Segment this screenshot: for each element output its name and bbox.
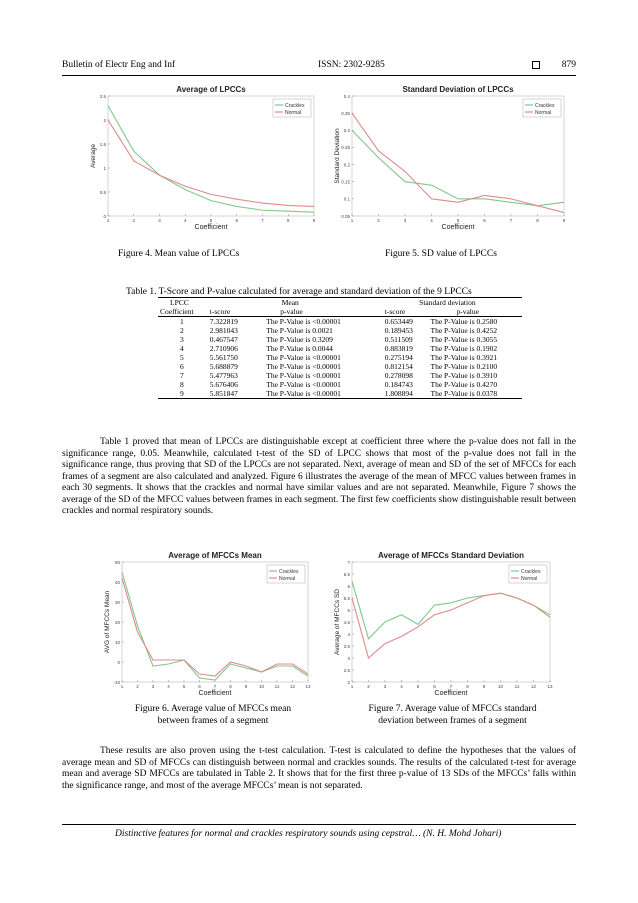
table-cell: The P-Value is 0.3055 [430, 335, 498, 344]
table-cell: The P-Value is 0.3209 [266, 335, 333, 344]
y-tick-label: 0.3 [343, 128, 350, 134]
x-tick-label: 9 [482, 684, 486, 689]
chart-body [104, 552, 311, 697]
y-tick-label: 0.1 [343, 196, 350, 202]
chart-body [334, 86, 566, 231]
y-tick-label: 7 [347, 559, 350, 565]
y-tick-label: 2.5 [343, 667, 350, 673]
table-cell: The P-Value is 0.4270 [430, 380, 498, 389]
x-tick-label: 9 [562, 218, 566, 223]
y-axis-label: Standard Deviation [334, 128, 341, 184]
y-tick-label: 10 [114, 639, 120, 645]
x-tick-label: 5 [182, 684, 186, 689]
x-tick-label: 6 [198, 684, 201, 689]
table-cell: 4 [180, 344, 184, 353]
y-tick-label: 30 [114, 599, 120, 605]
table-cell: 0.278098 [384, 371, 413, 380]
x-tick-label: 1 [350, 218, 354, 223]
y-tick-label: 0.35 [341, 110, 350, 116]
x-tick-label: 8 [536, 218, 539, 223]
header-rule [62, 75, 576, 76]
x-tick-label: 4 [430, 218, 433, 223]
table-cell: The P-Value is <0.00001 [266, 353, 341, 362]
table-cell: 3 [180, 335, 184, 344]
table-1-caption: Table 1. T-Score and P-value calculated for average and standard deviation of the 9 LPCCs [126, 287, 472, 297]
x-tick-label: 2 [367, 684, 370, 689]
table-cell: 0.275194 [384, 353, 413, 362]
y-tick-label: 2 [103, 117, 106, 123]
x-tick-label: 2 [132, 218, 136, 223]
table-row [158, 344, 522, 353]
x-tick-label: 3 [158, 218, 161, 223]
table-cell: 8 [180, 380, 184, 389]
figure-7-chart [330, 552, 556, 700]
y-tick-label: 0.25 [341, 145, 350, 151]
y-tick-label: 5 [347, 607, 350, 613]
chart-title: Standard Deviation of LPCCs [402, 86, 514, 94]
y-axis-label: AVG of MFCCs Mean [104, 590, 111, 654]
table-cell: 7 [180, 371, 184, 380]
table-cell: 0.467547 [209, 335, 238, 344]
table-cell: 2 [180, 326, 184, 335]
x-tick-label: 3 [151, 684, 155, 689]
col-group-sd: Standard deviation [373, 298, 522, 308]
figure-4-caption: Figure 4. Mean value of LPCCs [118, 249, 240, 259]
figure-7-caption-line1: Figure 7. Average value of MFCCs standard [368, 704, 537, 714]
y-tick-label: 0.5 [99, 189, 106, 195]
table-cell: The P-Value is <0.00001 [266, 380, 341, 389]
x-tick-label: 9 [312, 218, 316, 223]
running-footer: Distinctive features for normal and crackles respiratory sounds using cepstral… (N. H. Mohd Johari) [115, 829, 502, 839]
col-header: Coefficient [158, 307, 208, 317]
table-cell: The P-Value is <0.00001 [266, 371, 341, 380]
x-tick-label: 11 [514, 684, 520, 689]
y-tick-label: 2.5 [99, 93, 106, 99]
table-cell: 5.851847 [208, 389, 250, 399]
x-tick-label: 4 [167, 684, 170, 689]
x-tick-label: 10 [497, 684, 504, 689]
table-cell: 5 [180, 353, 184, 362]
y-axis-label: Average [90, 143, 97, 169]
legend-label: Crackles [279, 569, 299, 575]
table-row [158, 371, 522, 380]
x-tick-label: 1 [350, 684, 354, 689]
legend-label: Normal [285, 110, 302, 116]
table-cell: 5.676406 [209, 380, 238, 389]
x-tick-label: 5 [416, 684, 420, 689]
col-header: t-score [373, 307, 429, 317]
figure-6-chart [100, 552, 314, 700]
legend-label: Crackles [521, 569, 541, 575]
x-tick-label: 12 [530, 684, 537, 689]
y-tick-label: -10 [113, 679, 120, 685]
legend-label: Crackles [285, 103, 305, 109]
x-axis-label: Coefficient [198, 690, 232, 697]
y-tick-label: 1.5 [99, 141, 106, 147]
x-axis-label: Coefficient [434, 690, 468, 697]
x-tick-label: 7 [509, 218, 513, 223]
figure-6-caption [108, 703, 318, 727]
x-tick-label: 6 [433, 684, 436, 689]
col-group-lpcc: LPCC [158, 298, 208, 308]
paragraph-2: These results are also proven using the t-test calculation. T-test is calculated to define the hypotheses that the values of average mean and SD of MFCCs can distinguish between normal and crackles sounds. The results of the calculated t-test for average mean and average SD MFCCs are tabulated in Table 2. It shows that for the first three p-value of 13 SDs of the MFCCs’ falls within the significance range, and most of the average MFCCs’ mean is not separated. [62, 746, 576, 791]
y-tick-label: 50 [114, 559, 120, 565]
table-cell: The P-Value is 0.3910 [430, 371, 498, 380]
table-cell: 1.808894 [373, 389, 429, 399]
y-tick-label: 20 [114, 619, 120, 625]
y-tick-label: 4.5 [343, 619, 350, 625]
y-tick-label: 5.5 [343, 595, 350, 601]
legend-label: Normal [535, 110, 552, 116]
y-tick-label: 0.15 [341, 179, 350, 185]
x-tick-label: 8 [229, 684, 232, 689]
table-cell: 5.477963 [209, 371, 238, 380]
x-tick-label: 8 [286, 218, 290, 223]
table-cell: 0.184743 [384, 380, 413, 389]
y-tick-label: 6.5 [343, 571, 350, 577]
col-header: p-value [250, 307, 373, 317]
chart-body [90, 86, 316, 231]
table-row [158, 335, 522, 344]
x-tick-label: 5 [456, 218, 460, 223]
chart-title: Average of MFCCs Standard Deviation [378, 552, 524, 560]
table-cell: 0.653449 [384, 317, 413, 326]
legend-label: Normal [279, 576, 296, 582]
figure-5-caption: Figure 5. SD value of LPCCs [385, 249, 497, 259]
x-tick-label: 13 [305, 684, 311, 689]
x-tick-label: 4 [400, 684, 403, 689]
table-cell: The P-Value is 0.2580 [430, 317, 498, 326]
table-cell: 2.710906 [209, 344, 238, 353]
legend-label: Normal [521, 576, 538, 582]
table-cell: The P-Value is 0.0044 [266, 344, 333, 353]
figure-5-chart [330, 86, 570, 234]
table-row [158, 362, 522, 371]
chart-body [334, 552, 553, 697]
issn: ISSN: 2302-9285 [318, 60, 385, 70]
x-tick-label: 4 [183, 218, 187, 223]
table-cell: 0.511509 [384, 335, 413, 344]
figure-7-caption-line2: deviation between frames of a segment [378, 716, 527, 726]
y-tick-label: 0 [103, 213, 106, 219]
y-tick-label: 40 [114, 579, 120, 585]
x-tick-label: 1 [106, 218, 110, 223]
figure-6-caption-line1: Figure 6. Average value of MFCCs mean [134, 704, 292, 714]
footer-rule [62, 824, 576, 825]
table-cell: 5.561750 [209, 353, 238, 362]
y-tick-label: 4 [347, 631, 350, 637]
x-tick-label: 3 [383, 684, 387, 689]
table-row [158, 380, 522, 389]
figure-7 [330, 552, 556, 700]
y-tick-label: 1 [103, 165, 106, 171]
y-tick-label: 0.2 [343, 162, 350, 168]
figure-6-caption-line2: between frames of a segment [157, 716, 269, 726]
table-cell: The P-Value is <0.00001 [250, 389, 373, 399]
y-tick-label: 0.4 [343, 93, 350, 99]
x-tick-label: 2 [377, 218, 380, 223]
col-header: p-value [428, 307, 522, 317]
table-row [158, 389, 522, 399]
figure-7-caption [345, 703, 560, 727]
table-row [158, 317, 522, 327]
chart-title: Average of MFCCs Mean [168, 552, 262, 560]
paragraph-1: Table 1 proved that mean of LPCCs are distinguishable except at coefficient three where the p-value does not fall in the significance range, 0.05. Meanwhile, calculated t-test of the SD of LPCC shows that most of the p-value does not fall in the significance range, thus proving that SD of the LPCCs are not separated. Next, average of mean and SD of the set of MFCCs for each frames of a segment are also calculated and analyzed. Figure 6 illustrates the average of the mean of MFCC values between frames in each 30 segments. It shows that the crackles and normal have similar values and are not separated. Meanwhile, Figure 7 shows the average of the SD of the MFCC values between frames in each segment. The first few coefficients show distinguishable result between crackles and normal respiratory sounds. [62, 437, 576, 516]
table-cell: 0.883819 [384, 344, 413, 353]
x-tick-label: 9 [244, 684, 248, 689]
x-tick-label: 7 [261, 218, 264, 223]
figure-6 [100, 552, 314, 700]
page-number: 879 [561, 60, 576, 70]
x-tick-label: 13 [547, 684, 553, 689]
table-cell: The P-Value is <0.00001 [266, 362, 341, 371]
table-cell: 7.322819 [209, 317, 238, 326]
table-row [158, 326, 522, 335]
table-cell: The P-Value is 0.3921 [430, 353, 498, 362]
figure-4 [88, 86, 320, 234]
x-tick-label: 7 [213, 684, 217, 689]
table-cell: 0.189453 [384, 326, 413, 335]
x-tick-label: 10 [258, 684, 265, 689]
table-cell: The P-Value is <0.00001 [266, 317, 341, 326]
x-tick-label: 1 [120, 684, 124, 689]
table-1 [158, 297, 522, 399]
x-tick-label: 12 [289, 684, 296, 689]
table-cell: 9 [158, 389, 208, 399]
y-tick-label: 2 [347, 679, 350, 685]
x-tick-label: 6 [235, 218, 239, 223]
col-header: t-score [208, 307, 250, 317]
x-tick-label: 3 [403, 218, 407, 223]
running-header [62, 60, 576, 74]
y-axis-label: Average of MFCCs SD [334, 589, 341, 655]
x-tick-label: 6 [483, 218, 486, 223]
x-tick-label: 8 [466, 684, 469, 689]
x-tick-label: 7 [449, 684, 453, 689]
figure-5 [330, 86, 570, 234]
y-tick-label: 0 [117, 659, 120, 665]
x-tick-label: 11 [274, 684, 280, 689]
table-cell: 1 [180, 317, 184, 326]
figure-4-chart [88, 86, 320, 234]
y-tick-label: 3 [347, 655, 350, 661]
legend-label: Crackles [535, 103, 555, 109]
table-cell: 6 [180, 362, 184, 371]
y-tick-label: 0.05 [341, 213, 350, 219]
table-cell: The P-Value is 0.0378 [428, 389, 522, 399]
x-axis-label: Coefficient [194, 224, 228, 231]
x-tick-label: 2 [136, 684, 139, 689]
y-tick-label: 3.5 [343, 643, 350, 649]
square-icon [532, 61, 540, 69]
table-cell: The P-Value is 0.1902 [430, 344, 498, 353]
table-cell: 0.812154 [384, 362, 413, 371]
x-tick-label: 5 [209, 218, 213, 223]
table-cell: 5.688879 [209, 362, 238, 371]
y-tick-label: 6 [347, 583, 350, 589]
x-axis-label: Coefficient [441, 224, 475, 231]
table-cell: 2.981043 [209, 326, 238, 335]
table-row [158, 353, 522, 362]
col-group-mean: Mean [208, 298, 373, 308]
table-cell: The P-Value is 0.0021 [266, 326, 333, 335]
journal-name: Bulletin of Electr Eng and Inf [62, 60, 176, 70]
table-cell: The P-Value is 0.4252 [430, 326, 498, 335]
table-cell: The P-Value is 0.2100 [430, 362, 498, 371]
chart-title: Average of LPCCs [176, 86, 246, 94]
